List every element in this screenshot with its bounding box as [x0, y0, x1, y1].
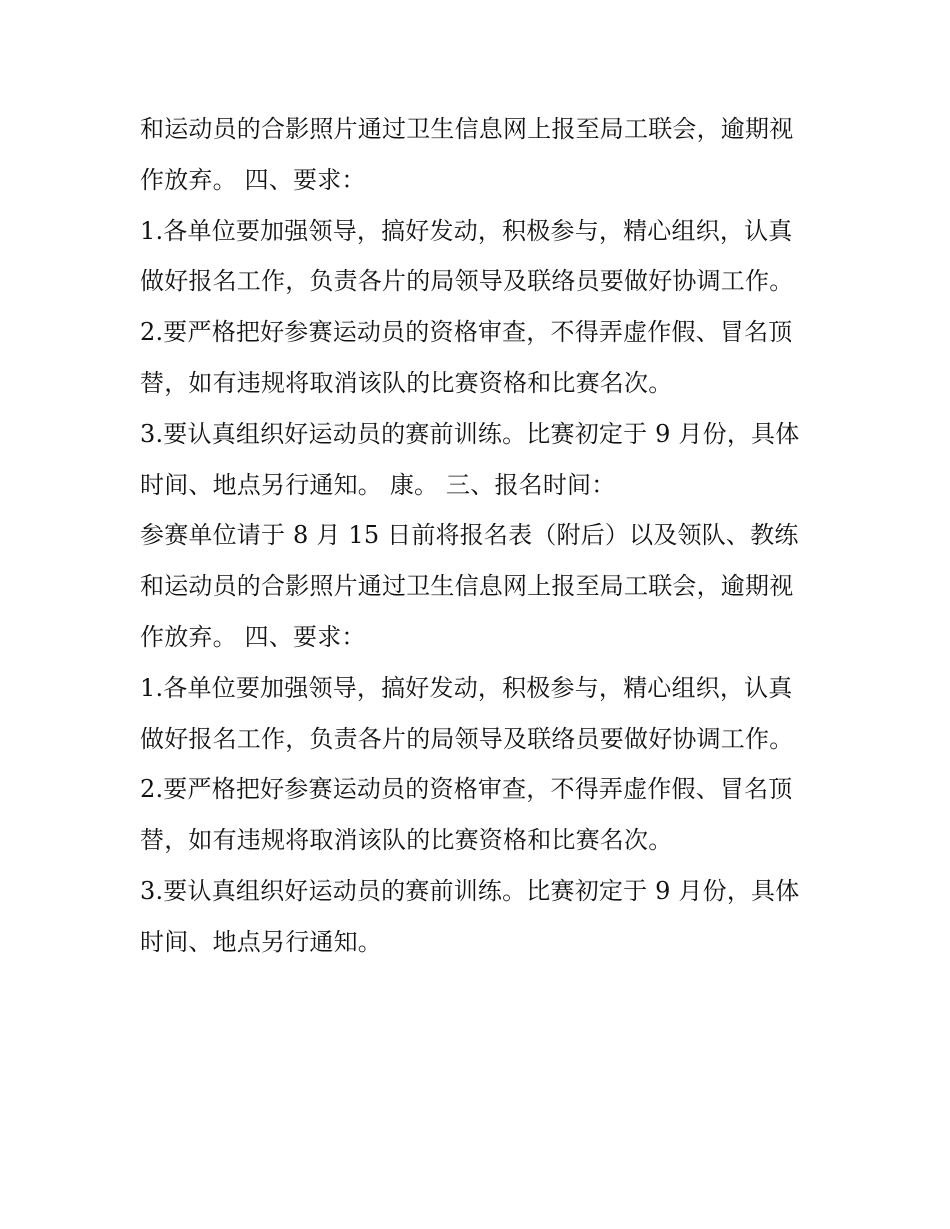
text-line: 2.要严格把好参赛运动员的资格审查，不得弄虚作假、冒名顶 — [140, 775, 793, 804]
text-line: 参赛单位请于 8 月 15 日前将报名表（附后）以及领队、教练 — [140, 521, 799, 550]
text-line: 时间、地点另行通知。 康。 三、报名时间： — [140, 470, 616, 499]
text-line: 替，如有违规将取消该队的比赛资格和比赛名次。 — [140, 368, 673, 397]
text-line: 和运动员的合影照片通过卫生信息网上报至局工联会，逾期视 — [140, 572, 794, 601]
text-line: 替，如有违规将取消该队的比赛资格和比赛名次。 — [140, 826, 673, 855]
document-body — [140, 104, 820, 968]
text-line: 3.要认真组织好运动员的赛前训练。比赛初定于 9 月份，具体 — [140, 876, 800, 905]
text-line: 2.要严格把好参赛运动员的资格审查，不得弄虚作假、冒名顶 — [140, 318, 793, 347]
text-line: 作放弃。 四、要求： — [140, 165, 366, 194]
text-line: 做好报名工作，负责各片的局领导及联络员要做好协调工作。 — [140, 724, 794, 753]
text-line: 和运动员的合影照片通过卫生信息网上报至局工联会，逾期视 — [140, 115, 794, 143]
text-line: 1.各单位要加强领导，搞好发动，积极参与，精心组织，认真 — [140, 216, 793, 245]
text-line: 做好报名工作，负责各片的局领导及联络员要做好协调工作。 — [140, 267, 794, 296]
text-line: 时间、地点另行通知。 — [140, 927, 382, 956]
text-line: 1.各单位要加强领导，搞好发动，积极参与，精心组织，认真 — [140, 673, 793, 702]
text-line: 作放弃。 四、要求： — [140, 622, 366, 651]
text-line: 3.要认真组织好运动员的赛前训练。比赛初定于 9 月份，具体 — [140, 419, 800, 448]
